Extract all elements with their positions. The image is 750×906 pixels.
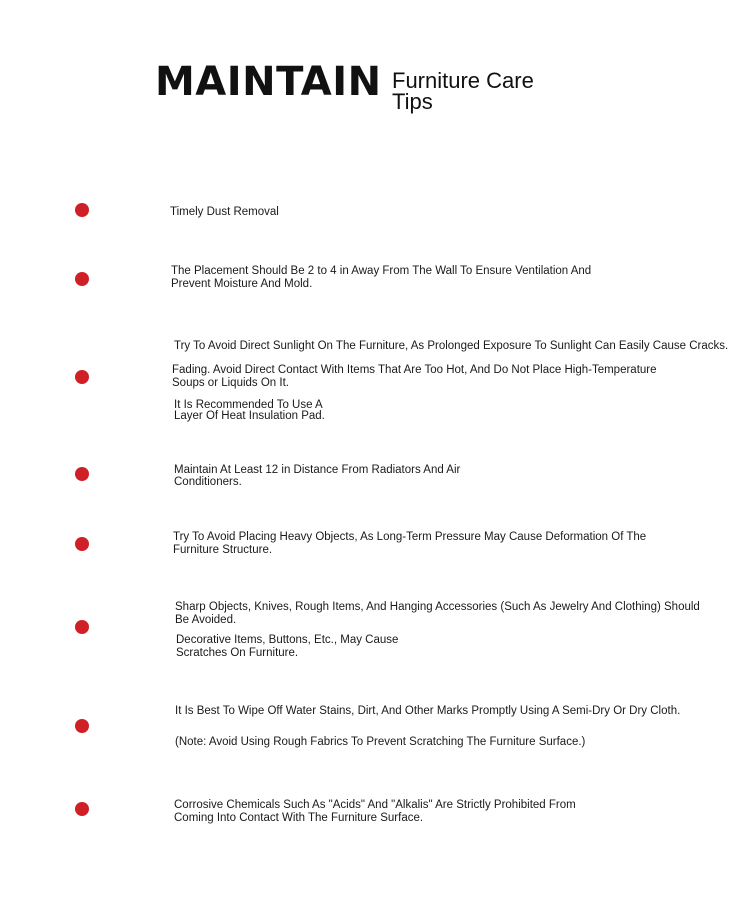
tip-text: Sharp Objects, Knives, Rough Items, And Hanging Accessories (Such As Jewelry And Clothing) Should Be Avoided. <box>175 601 700 626</box>
tip-text: Corrosive Chemicals Such As "Acids" And "Alkalis" Are Strictly Prohibited From Coming Into Contact With The Furniture Surface. <box>174 799 576 824</box>
red-bullet-dot-icon <box>75 537 89 551</box>
tip-text: Maintain At Least 12 in Distance From Radiators And Air Conditioners. <box>174 464 461 488</box>
subtitle-line-1: Furniture Care <box>392 68 534 93</box>
red-bullet-dot-icon <box>75 272 89 286</box>
tip-text: It Is Best To Wipe Off Water Stains, Dirt, And Other Marks Promptly Using A Semi-Dry Or Dry Cloth. <box>175 705 681 717</box>
tip-text: Try To Avoid Placing Heavy Objects, As Long-Term Pressure May Cause Deformation Of The Furniture Structure. <box>173 531 647 556</box>
tip-text: It Is Recommended To Use A Layer Of Heat Insulation Pad. <box>174 399 325 422</box>
tip-text: Fading. Avoid Direct Contact With Items That Are Too Hot, And Do Not Place High-Temperature Soups or Liquids On It. <box>172 364 657 389</box>
tip-text: Decorative Items, Buttons, Etc., May Cause Scratches On Furniture. <box>176 634 399 659</box>
subtitle-line-2: Tips <box>392 89 433 114</box>
red-bullet-dot-icon <box>75 620 89 634</box>
red-bullet-dot-icon <box>75 203 89 217</box>
page-title: MAINTAIN <box>155 59 382 105</box>
page-subtitle <box>392 70 612 112</box>
tip-text: The Placement Should Be 2 to 4 in Away From The Wall To Ensure Ventilation And Prevent Moisture And Mold. <box>171 265 592 290</box>
red-bullet-dot-icon <box>75 719 89 733</box>
tip-text: Timely Dust Removal <box>170 206 279 218</box>
tip-text: Try To Avoid Direct Sunlight On The Furniture, As Prolonged Exposure To Sunlight Can Easily Cause Cracks. <box>174 340 729 352</box>
red-bullet-dot-icon <box>75 802 89 816</box>
red-bullet-dot-icon <box>75 467 89 481</box>
tip-text: (Note: Avoid Using Rough Fabrics To Prevent Scratching The Furniture Surface.) <box>175 736 586 748</box>
red-bullet-dot-icon <box>75 370 89 384</box>
